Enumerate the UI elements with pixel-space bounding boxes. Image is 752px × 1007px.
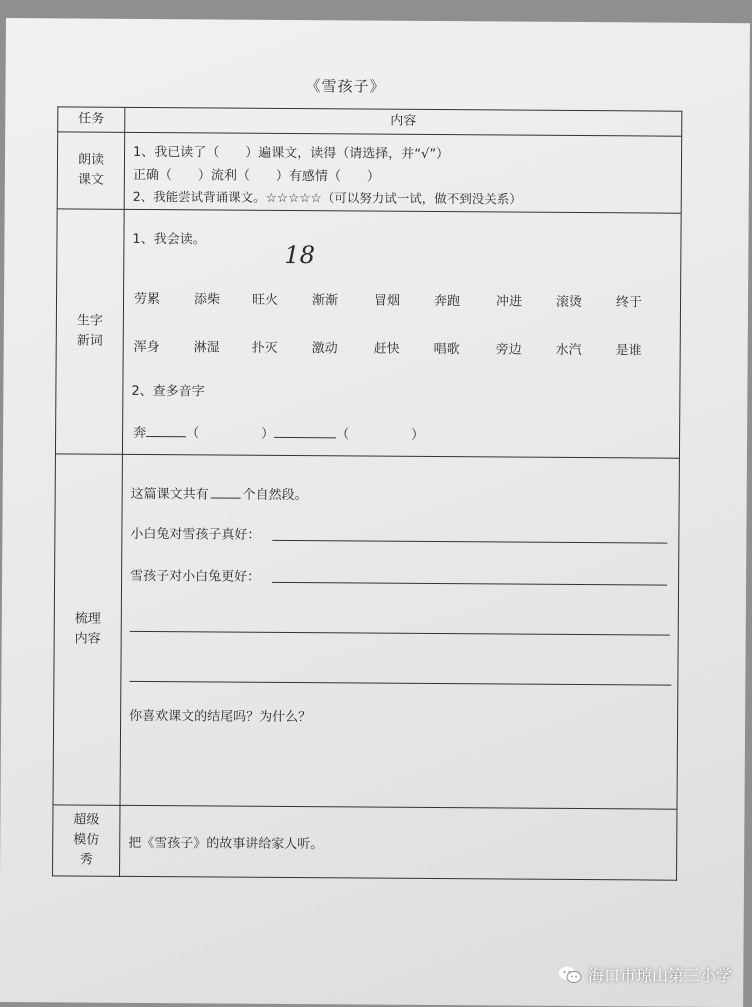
reading-label-1: 朗读	[58, 150, 124, 170]
answer-line-4[interactable]	[129, 681, 671, 686]
row1-word-7: 冲进	[496, 290, 522, 309]
reading-label	[57, 132, 125, 209]
imitate-label-2: 模仿	[53, 830, 119, 850]
reading-line-2: 正确（ ）流利（ ）有感情（ ）	[133, 164, 380, 185]
row2-word-2: 淋湿	[194, 336, 220, 355]
ending-question: 你喜欢课文的结尾吗？为什么？	[129, 705, 311, 725]
pinyin-blank-1[interactable]	[146, 436, 186, 437]
header-task: 任务	[58, 107, 125, 132]
rabbit-answer-line[interactable]	[272, 540, 667, 544]
reading-label-2: 课文	[58, 170, 124, 190]
vocab-label-2: 新词	[57, 331, 123, 351]
row2-word-8: 水汽	[556, 339, 582, 358]
vocab-label	[55, 209, 124, 454]
row2-word-5: 赶快	[374, 338, 400, 357]
account-name: 海口市琼山第三小学	[588, 963, 732, 986]
q1-prefix: 这篇课文共有	[131, 487, 209, 503]
row1-word-6: 奔跑	[434, 290, 460, 309]
watermark	[558, 963, 732, 986]
header-content: 内容	[125, 107, 682, 136]
reading-row	[57, 132, 682, 213]
snow-child-question: 雪孩子对小白兔更好：	[130, 565, 260, 585]
reading-line-3: 2、我能尝试背诵课文。☆☆☆☆☆（可以努力试一试，做不到没关系）	[133, 187, 522, 208]
paren-close-2: ）	[411, 428, 424, 443]
row1-word-3: 旺火	[252, 289, 278, 308]
row2-word-3: 扑灭	[252, 337, 278, 356]
polyphone-char: 奔	[133, 426, 146, 441]
row2-word-4: 激动	[312, 337, 338, 356]
imitate-content	[120, 805, 677, 880]
row2-word-7: 旁边	[496, 338, 522, 357]
handwritten-count: 18	[284, 241, 315, 269]
q1-suffix: 个自然段。	[243, 488, 308, 503]
reading-content	[124, 132, 682, 213]
pinyin-blank-2[interactable]	[274, 437, 336, 438]
answer-line-3[interactable]	[130, 631, 670, 636]
paren-close-1: ）	[261, 427, 274, 442]
sort-label-2: 内容	[55, 629, 121, 649]
row2-word-6: 唱歌	[434, 338, 460, 357]
paren-open-2: （	[336, 427, 349, 442]
sort-label	[53, 454, 122, 805]
worksheet-paper	[0, 18, 750, 1007]
paren-open-1: （	[186, 426, 199, 441]
worksheet-title: 《雪孩子》	[305, 75, 385, 97]
row1-word-9: 终于	[616, 291, 642, 310]
row2-word-1: 浑身	[134, 336, 160, 355]
task-table	[52, 106, 682, 880]
sort-label-1: 梳理	[55, 609, 121, 629]
imitate-label	[53, 805, 120, 876]
vocab-content	[122, 209, 681, 458]
polyphone-heading: 2、查多音字	[131, 380, 204, 400]
row1-word-1: 劳累	[134, 288, 160, 307]
sort-row	[53, 454, 679, 809]
sort-content	[120, 454, 679, 809]
row1-word-2: 添柴	[194, 288, 220, 307]
imitate-label-3: 秀	[53, 850, 119, 870]
imitate-task: 把《雪孩子》的故事讲给家人听。	[128, 832, 323, 852]
vocab-label-1: 生字	[57, 311, 123, 331]
reading-line-1: 1、我已读了（ ）遍课文，读得（请选择，并“√”）	[133, 141, 449, 162]
paragraph-count-question	[131, 483, 308, 503]
paragraph-count-blank[interactable]	[211, 497, 241, 498]
snow-child-answer-line[interactable]	[272, 582, 667, 586]
imitate-row	[53, 805, 677, 880]
polyphone-line	[133, 422, 424, 443]
wechat-icon	[558, 965, 582, 985]
imitate-label-1: 超级	[53, 810, 119, 830]
row1-word-8: 滚烫	[556, 291, 582, 310]
rabbit-question: 小白兔对雪孩子真好：	[130, 523, 260, 543]
row1-word-5: 冒烟	[374, 290, 400, 309]
row1-word-4: 渐渐	[312, 289, 338, 308]
vocab-row	[55, 209, 681, 458]
vocab-heading: 1、我会读。	[132, 228, 205, 248]
row2-word-9: 是谁	[616, 339, 642, 358]
